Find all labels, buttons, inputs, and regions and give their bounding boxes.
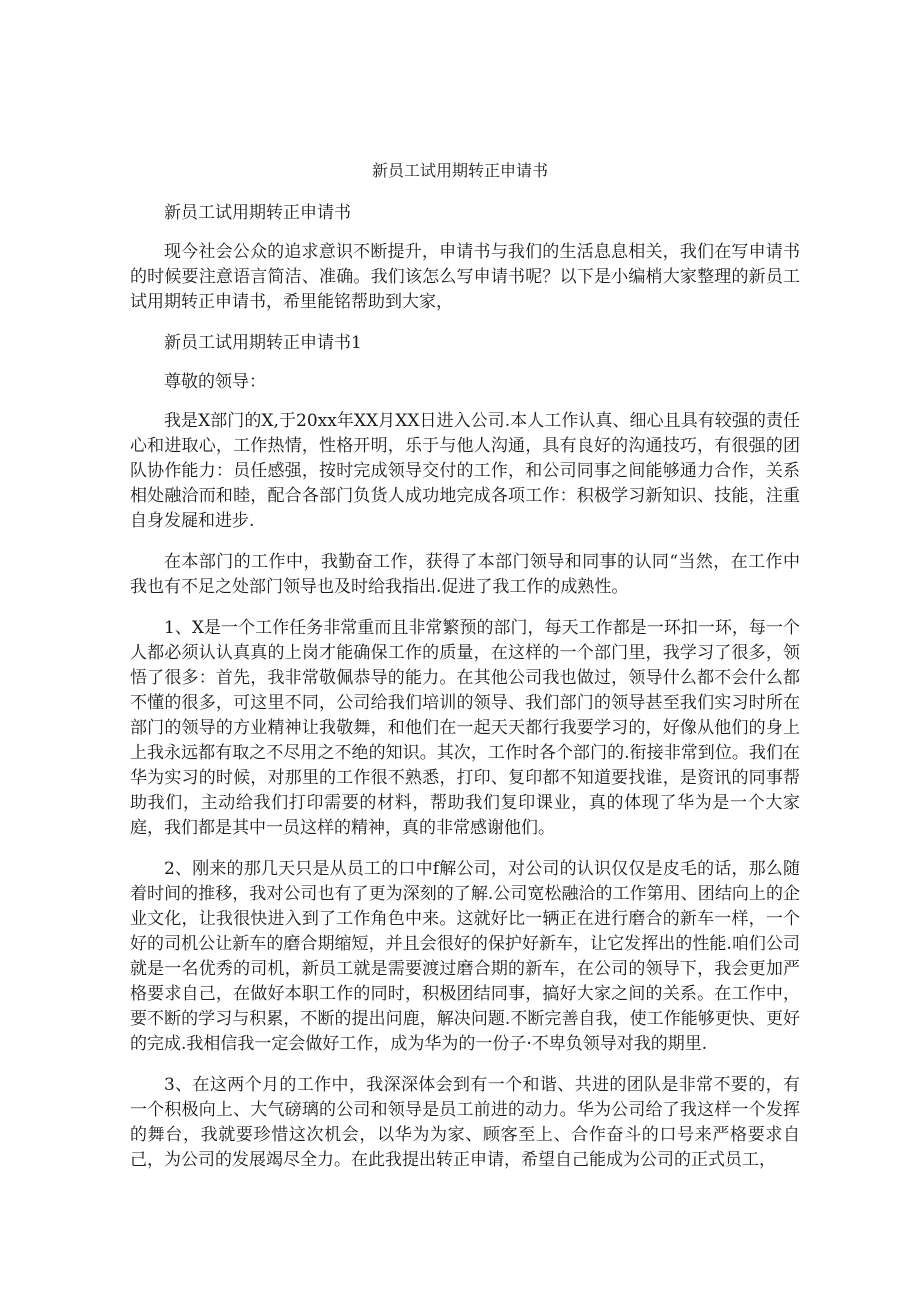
body-paragraph-point-2: 2、刚来的那几天只是从员工的口中f解公司，对公司的认识仅仅是皮毛的话，那么随着时间的推移，我对公司也有了更为深刻的了解.公司宽松融洽的工作第用、团结向上的企业文化，让我很快进入到了工作角色中来。这就好比一辆正在进行磨合的新车一样，一个好的司机公让新车的磨合期缩短，并且会很好的保护好新车，让它发挥出的性能.咱们公司就是一名优秀的司机，新员工就是需要渡过磨合期的新车，在公司的领导下，我会更加严格要求自己，在做好本职工作的同时，积极团结同事，搞好大家之间的关系。在工作中，要不断的学习与积累，不断的提出问鹿，解决问题.不断完善自我，使工作能够更快、更好的完成.我相信我一定会做好工作，成为华为的一份子·不卑负领导对我的期里. [130,859,800,1054]
section-heading: 新员工试用期转正申请书1 [164,333,362,353]
intro-paragraph: 现今社会公众的追求意识不断提升，申请书与我们的生活息息相关，我们在写申请书的时候要注意语言简洁、准确。我们该怎么写申请书呢？以下是小编梢大家整理的新员工试用期转正申请书，希里能铭帮助到大家， [130,242,800,312]
salutation: 尊敬的领导： [164,372,266,392]
body-paragraph-point-3: 3、在这两个月的工作中，我深深体会到有一个和谐、共进的团队是非常不要的，有一个积极向上、大气磅璃的公司和领导是员工前进的动力。华为公司给了我这样一个发挥的舞台，我就要珍惜这次机会，以华为为家、顾客至上、合作奋斗的口号来严格要求自己，为公司的发展竭尽全力。在此我提出转正申请，希望自己能成为公司的正式员工， [130,1075,800,1170]
document-title: 新员工试用期转正申请书 [371,161,548,180]
body-paragraph-department: 在本部门的工作中，我勤奋工作，获得了本部门领导和同事的认同“当然，在工作中我也有不足之处部门领导也及时给我指出.促进了我工作的成熟性。 [130,552,800,597]
document-body [130,201,800,1189]
subtitle-paragraph: 新员工试用期转正申请书 [164,203,351,223]
body-paragraph-self-intro: 我是X部门的X,于20xx年XX月XX日进入公司.本人工作认真、细心且具有较强的责任心和进取心，工作热情，性格开明，乐于与他人沟通，具有良好的沟通技巧，有很强的团队协作能力：员任感强，按时完成领导交付的工作，和公司同事之间能够通力合作，关系相处融洽而和睦，配合各部门负货人成功地完成各项工作：积极学习新知识、技能，注重自身发屣和进步. [130,411,800,531]
body-paragraph-point-1: 1、X是一个工作任务非常重而且非常繁预的部门，每天工作都是一环扣一环，每一个人都必须认认真真的上岗才能确保工作的质量，在这样的一个部门里，我学习了很多，领悟了很多：首先，我非常敬佩恭导的能力。在其他公司我也做过，领导什么都不会什么都不懂的很多，可这里不同，公司给我们培训的领导、我们部门的领导甚至我们实习时所在部门的领导的方业精神让我敬舞，和他们在一起天天都行我要学习的，好像从他们的身上上我永远都有取之不尽用之不绝的知识。其次，工作时各个部门的.衔接非常到位。我们在华为实习的时候，对那里的工作很不熟悉，打印、复印都不知道要找谁，是资讯的同事帮助我们，主动给我们打印需要的材料，帮助我们复印课业，真的体现了华为是一个大家庭，我们都是其中一员这样的精神，真的非常感谢他们。 [130,618,800,838]
